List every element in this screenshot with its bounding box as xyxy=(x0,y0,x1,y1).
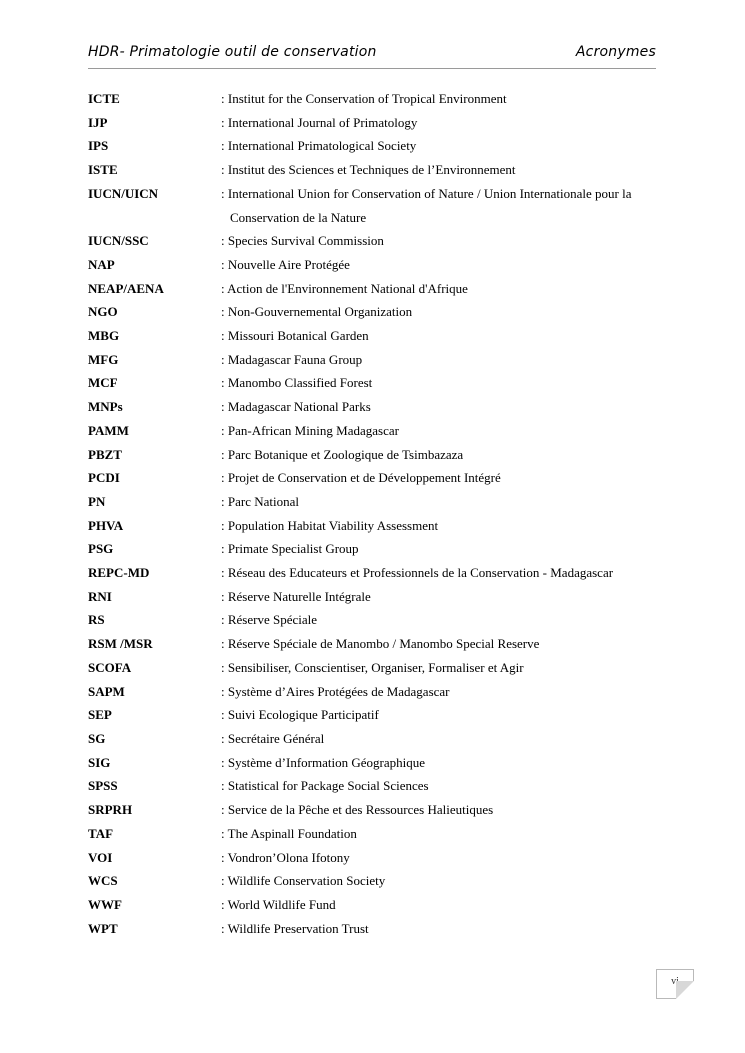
acronym-abbr: PHVA xyxy=(88,517,124,533)
acronym-row xyxy=(88,182,668,229)
acronym-row xyxy=(88,324,668,348)
acronym-definition-text: : Suivi Ecologique Participatif xyxy=(221,707,379,723)
acronym-row xyxy=(88,608,668,632)
acronym-definition xyxy=(221,134,668,158)
acronym-row xyxy=(88,111,668,135)
acronym-row xyxy=(88,300,668,324)
acronym-definition-text: : Action de l'Environnement National d'Afrique xyxy=(221,280,468,296)
acronym-abbr: WPT xyxy=(88,920,118,936)
acronym-abbr: SIG xyxy=(88,754,111,770)
acronym-definition xyxy=(221,466,668,490)
acronym-row xyxy=(88,893,668,917)
acronym-abbr: RSM /MSR xyxy=(88,636,153,652)
acronym-definition-text: : Missouri Botanical Garden xyxy=(221,328,369,344)
acronym-definition-text: : Madagascar Fauna Group xyxy=(221,351,363,367)
acronym-definition-text: : Statistical for Package Social Sciences xyxy=(221,778,429,794)
acronym-abbr: MNPs xyxy=(88,399,123,415)
acronym-abbr: ISTE xyxy=(88,162,118,178)
acronym-definition-text: : Secrétaire Général xyxy=(221,730,325,746)
acronym-abbr: TAF xyxy=(88,825,114,841)
acronym-abbr: VOI xyxy=(88,849,113,865)
page-corner-fold-icon xyxy=(676,981,694,999)
acronym-abbr: SG xyxy=(88,730,106,746)
acronym-definition xyxy=(221,703,668,727)
acronym-definition xyxy=(221,277,668,301)
acronym-definition-text: : Wildlife Conservation Society xyxy=(221,873,386,889)
acronym-definition xyxy=(221,490,668,514)
acronym-row xyxy=(88,656,668,680)
acronym-row xyxy=(88,253,668,277)
acronym-definition-text: : International Journal of Primatology xyxy=(221,114,418,130)
acronym-definition xyxy=(221,514,668,538)
acronym-row xyxy=(88,158,668,182)
acronym-abbr: IJP xyxy=(88,114,108,130)
acronym-abbr: PN xyxy=(88,493,106,509)
acronym-abbr: MCF xyxy=(88,375,118,391)
acronym-definition xyxy=(221,798,668,822)
acronym-row xyxy=(88,419,668,443)
acronym-definition xyxy=(221,537,668,561)
acronym-definition-text: : Réserve Naturelle Intégrale xyxy=(221,588,371,604)
acronym-row xyxy=(88,703,668,727)
acronym-abbr: SCOFA xyxy=(88,659,132,675)
acronym-definition-text: : Système d’Aires Protégées de Madagascar xyxy=(221,683,450,699)
page-number-box xyxy=(656,969,694,999)
acronym-definition xyxy=(221,632,668,656)
acronym-definition-text: : Pan-African Mining Madagascar xyxy=(221,422,399,438)
acronym-row xyxy=(88,561,668,585)
acronym-definition-text: : Institut des Sciences et Techniques de l’Environnement xyxy=(221,162,516,178)
acronym-abbr: RS xyxy=(88,612,105,628)
acronym-definition-text: : Réseau des Educateurs et Professionnels de la Conservation - Madagascar xyxy=(221,565,614,581)
acronym-definition-text: : Vondron’Olona Ifotony xyxy=(221,849,350,865)
acronym-definition xyxy=(221,443,668,467)
acronym-row xyxy=(88,680,668,704)
acronym-row xyxy=(88,514,668,538)
acronym-row xyxy=(88,395,668,419)
acronym-abbr: IPS xyxy=(88,138,109,154)
acronym-abbr: NEAP/AENA xyxy=(88,280,164,296)
acronym-abbr: SEP xyxy=(88,707,112,723)
acronym-definition-text: : Population Habitat Viability Assessment xyxy=(221,517,439,533)
acronym-definition-text: : International Union for Conservation of Nature / Union Internationale pour la xyxy=(221,185,632,201)
acronym-row xyxy=(88,466,668,490)
acronym-definition-text: : Réserve Spéciale xyxy=(221,612,318,628)
acronym-definition xyxy=(221,608,668,632)
acronym-definition xyxy=(221,87,668,111)
acronym-definition-text: : World Wildlife Fund xyxy=(221,896,336,912)
acronym-abbr: NAP xyxy=(88,256,115,272)
acronym-definition-text: : Sensibiliser, Conscientiser, Organiser, Formaliser et Agir xyxy=(221,659,524,675)
acronym-definition-text: : Institut for the Conservation of Tropical Environment xyxy=(221,91,507,106)
acronym-definition xyxy=(221,253,668,277)
acronym-row xyxy=(88,846,668,870)
acronym-definition xyxy=(221,371,668,395)
acronym-row xyxy=(88,632,668,656)
acronym-row xyxy=(88,443,668,467)
acronym-definition xyxy=(221,846,668,870)
acronym-row xyxy=(88,348,668,372)
acronym-definition-text: : Non-Gouvernemental Organization xyxy=(221,304,413,320)
acronym-row xyxy=(88,490,668,514)
acronym-definition xyxy=(221,585,668,609)
acronym-definition-text: : Primate Specialist Group xyxy=(221,541,359,557)
page-header xyxy=(88,44,656,69)
acronym-abbr: ICTE xyxy=(88,91,120,106)
acronym-definition-text: : Réserve Spéciale de Manombo / Manombo Special Reserve xyxy=(221,636,540,652)
acronym-abbr: PBZT xyxy=(88,446,122,462)
acronym-row xyxy=(88,869,668,893)
acronym-definition xyxy=(221,774,668,798)
acronym-row xyxy=(88,751,668,775)
acronym-row xyxy=(88,87,668,111)
acronym-definition xyxy=(221,158,668,182)
acronym-abbr: RNI xyxy=(88,588,112,604)
acronym-definition-text: : The Aspinall Foundation xyxy=(221,825,357,841)
acronym-abbr: REPC-MD xyxy=(88,565,150,581)
acronym-definition xyxy=(221,324,668,348)
acronym-definition xyxy=(221,822,668,846)
acronym-definition xyxy=(221,395,668,419)
acronym-definition xyxy=(221,917,668,941)
header-title: HDR- Primatologie outil de conservation xyxy=(88,44,377,60)
acronym-list xyxy=(88,87,668,940)
acronym-definition-text: : Service de la Pêche et des Ressources Halieutiques xyxy=(221,802,494,818)
acronym-abbr: WWF xyxy=(88,896,122,912)
acronym-definition-text: : Madagascar National Parks xyxy=(221,399,371,415)
acronym-definition xyxy=(221,300,668,324)
acronym-definition-text: : Manombo Classified Forest xyxy=(221,375,373,391)
acronym-abbr: WCS xyxy=(88,873,118,889)
acronym-definition xyxy=(221,229,668,253)
acronym-abbr: NGO xyxy=(88,304,118,320)
acronym-definition-text: : International Primatological Society xyxy=(221,138,417,154)
acronym-row xyxy=(88,727,668,751)
acronym-definition-text: : Parc Botanique et Zoologique de Tsimbazaza xyxy=(221,446,464,462)
acronym-definition-text: : Projet de Conservation et de Développement Intégré xyxy=(221,470,501,486)
acronym-abbr: IUCN/UICN xyxy=(88,185,159,201)
acronym-abbr: PCDI xyxy=(88,470,120,486)
acronym-definition xyxy=(221,727,668,751)
acronym-row xyxy=(88,822,668,846)
acronym-row xyxy=(88,798,668,822)
acronym-abbr: MFG xyxy=(88,351,119,367)
acronym-definition-continuation: Conservation de la Nature xyxy=(230,209,367,225)
acronym-definition xyxy=(221,751,668,775)
acronym-row xyxy=(88,371,668,395)
acronym-row xyxy=(88,134,668,158)
acronym-definition xyxy=(221,680,668,704)
acronym-abbr: SAPM xyxy=(88,683,125,699)
acronym-definition xyxy=(221,182,668,229)
acronym-row xyxy=(88,229,668,253)
acronym-definition xyxy=(221,348,668,372)
acronym-abbr: IUCN/SSC xyxy=(88,233,149,249)
acronym-definition-text: : Wildlife Preservation Trust xyxy=(221,920,369,936)
acronym-definition-text: : Species Survival Commission xyxy=(221,233,384,249)
acronym-definition-text: : Parc National xyxy=(221,493,299,509)
acronym-abbr: MBG xyxy=(88,328,120,344)
acronym-definition xyxy=(221,893,668,917)
acronym-row xyxy=(88,917,668,941)
acronym-row xyxy=(88,537,668,561)
header-section: Acronymes xyxy=(575,44,656,60)
acronym-row xyxy=(88,585,668,609)
acronym-definition-text: : Nouvelle Aire Protégée xyxy=(221,256,350,272)
acronym-row xyxy=(88,774,668,798)
acronym-abbr: SPSS xyxy=(88,778,118,794)
acronym-definition xyxy=(221,656,668,680)
page-number: vi xyxy=(671,976,679,987)
acronym-definition xyxy=(221,869,668,893)
acronym-abbr: PSG xyxy=(88,541,114,557)
acronym-definition xyxy=(221,111,668,135)
acronym-definition-text: : Système d’Information Géographique xyxy=(221,754,425,770)
acronym-row xyxy=(88,277,668,301)
acronym-definition xyxy=(221,419,668,443)
acronym-abbr: SRPRH xyxy=(88,802,133,818)
acronym-definition xyxy=(221,561,668,585)
acronym-abbr: PAMM xyxy=(88,422,129,438)
